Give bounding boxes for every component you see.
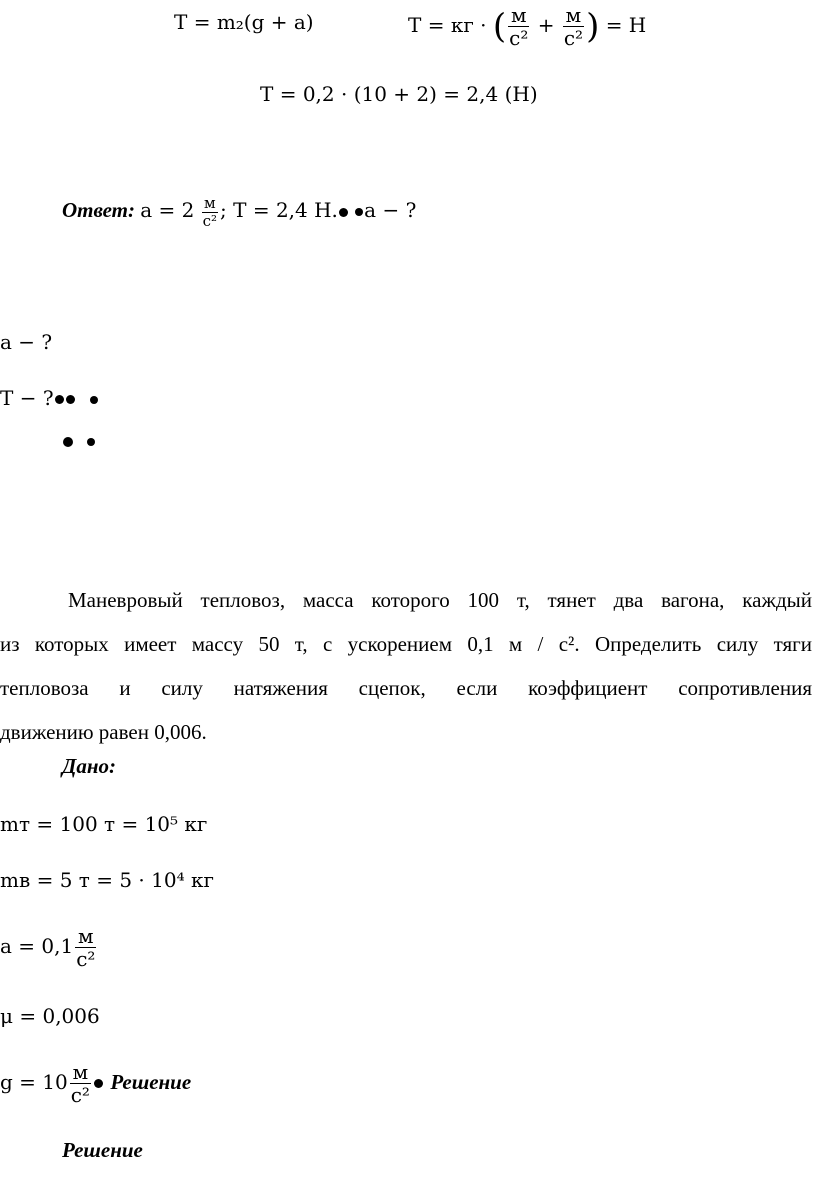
- answer-unit-fraction: $\frac{м}{\text{с²}}$: [202, 193, 218, 230]
- problem-line: из которых имеет массу 50 т, с ускорением 0,1 м / с². Определить силу тяги: [0, 632, 812, 656]
- problem-line: тепловоза и силу натяжения сцепок, если коэффициент сопротивления: [0, 676, 812, 700]
- bullet-row: [62, 426, 96, 454]
- right-paren: ): [586, 6, 600, 47]
- bullet-dot: [55, 395, 64, 404]
- bullet-dot: [339, 208, 348, 217]
- answer-a: a = 2: [140, 198, 195, 222]
- given-mass-wagon: mв = 5 т = 5 · 10⁴ кг: [0, 868, 214, 892]
- unknown-t: T − ?: [0, 384, 99, 412]
- bullet-dot: [87, 438, 95, 446]
- bullet-dot: [94, 1079, 103, 1088]
- fraction-m-per-c2-a: $\frac{м}{\text{с²}}$: [509, 3, 529, 50]
- answer-line: [62, 190, 416, 230]
- problem-text: [0, 578, 812, 754]
- problem-line: движению равен 0,006.: [0, 720, 207, 744]
- given-mu: μ = 0,006: [0, 1004, 100, 1028]
- given-g: g = 10 $\frac{м}{\text{с²}}$ Решение: [0, 1060, 192, 1107]
- given-mass-locomotive: mт = 100 т = 10⁵ кг: [0, 812, 208, 836]
- left-paren: (: [492, 6, 507, 47]
- bullet-dot: [90, 396, 98, 404]
- tension-calculation: T = 0,2 · (10 + 2) = 2,4 (Н): [260, 82, 538, 106]
- fraction-m-per-c2: $\frac{м}{\text{с²}}$: [70, 1060, 90, 1107]
- fraction-m-per-c2-b: $\frac{м}{\text{с²}}$: [563, 3, 584, 50]
- solution-inline-label: Решение: [110, 1070, 192, 1094]
- problem-line: Маневровый тепловоз, масса которого 100 т, тянет два вагона, каждый: [68, 588, 812, 612]
- bullet-dot: [355, 208, 363, 216]
- solution-label: Решение: [62, 1138, 143, 1162]
- answer-tail: a − ?: [364, 198, 417, 222]
- unknown-a: a − ?: [0, 330, 53, 354]
- given-acceleration: a = 0,1 $\frac{м}{\text{с²}}$: [0, 924, 96, 971]
- fraction-m-per-c2: $\frac{м}{\text{с²}}$: [76, 924, 96, 971]
- answer-label: Ответ:: [62, 198, 135, 222]
- units-formula: T = кг · ( $\frac{м}{\text{с²}}$ + $\frac{м}{\text{с²}}$ ) = Н: [408, 3, 647, 50]
- tension-formula: T = m₂(g + a): [174, 10, 314, 34]
- answer-t: ; T = 2,4 Н.: [220, 198, 338, 222]
- bullet-dot: [66, 395, 75, 404]
- bullet-dot: [63, 437, 73, 447]
- given-label: Дано:: [62, 754, 116, 778]
